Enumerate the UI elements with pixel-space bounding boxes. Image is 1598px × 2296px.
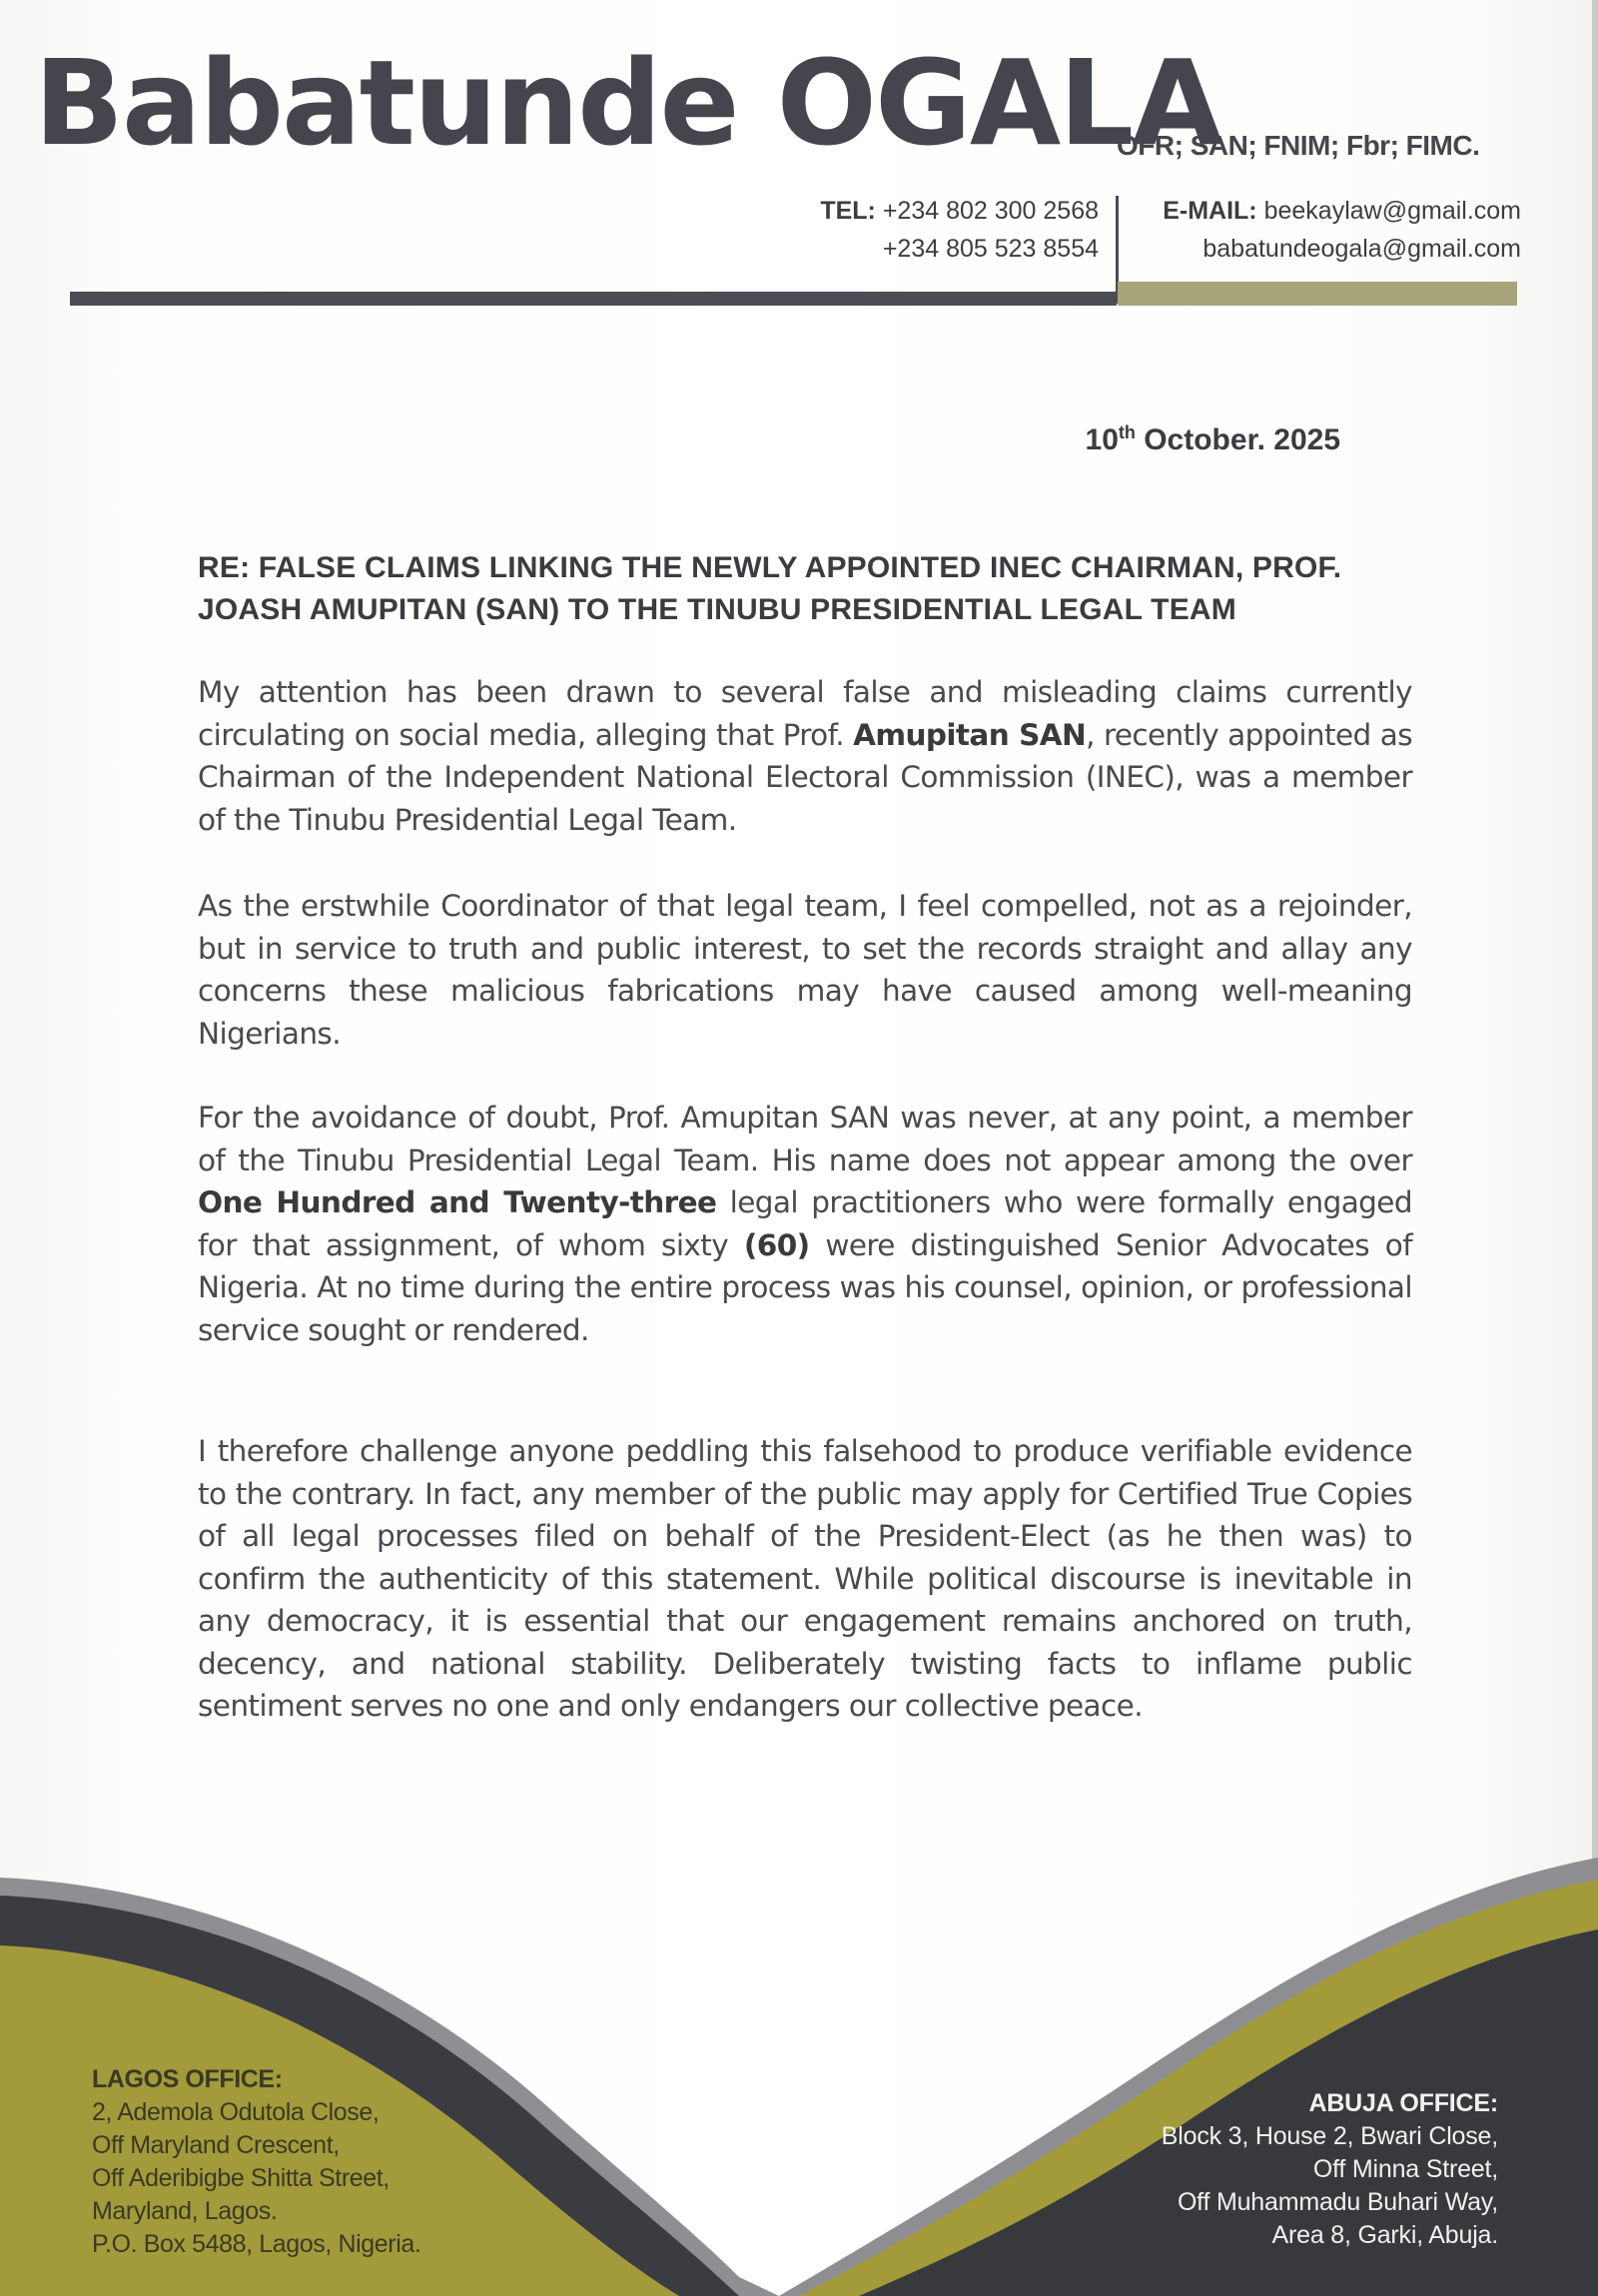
email-1: beekaylaw@gmail.com xyxy=(1263,197,1521,225)
lagos-address-line: 2, Ademola Odutola Close, xyxy=(92,2098,380,2126)
abuja-address-line: Off Minna Street, xyxy=(1312,2155,1498,2183)
paragraph-3-text-b: legal practitioners who were formally engaged for that assignment, of whom sixty xyxy=(198,1185,1412,1262)
header-rule-charcoal xyxy=(70,292,1117,306)
lagos-address-line: Off Aderibigbe Shitta Street, xyxy=(92,2164,390,2192)
letterhead-titles: OFR; SAN; FNIM; Fbr; FIMC. xyxy=(1117,130,1480,161)
subject-line-2: JOASH AMUPITAN (SAN) TO THE TINUBU PRESIDENTIAL LEGAL TEAM xyxy=(198,593,1236,626)
letter-date xyxy=(1086,422,1340,457)
abuja-address-line: Area 8, Garki, Abuja. xyxy=(1271,2221,1498,2249)
date-day: 10 xyxy=(1085,423,1119,456)
letterhead-name: Babatunde OGALA xyxy=(34,34,1221,172)
lagos-address-line: Maryland, Lagos. xyxy=(92,2197,278,2225)
tel-label: TEL: xyxy=(820,197,876,225)
paragraph-1-bold: Amupitan SAN xyxy=(853,717,1087,752)
paragraph-3-bold-number: (60) xyxy=(743,1227,810,1262)
paragraph-4: I therefore challenge anyone peddling this falsehood to produce verifiable evidence to the contrary. In fact, any member of the public may apply for Certified True Copies of all legal processes filed on behalf of the President-Elect (as he then was) to confirm the authenticity of this statement. While political discourse is inevitable in any democracy, it is essential that our engagement remains anchored on truth, decency, and national stability. Deliberately twisting facts to inflame public sentiment serves no one and only endangers our collective peace. xyxy=(198,1434,1412,1723)
paragraph-3-text-c: were distinguished Senior Advocates of Nigeria. At no time during the entire process was his counsel, opinion, or professional service sought or rendered. xyxy=(198,1227,1412,1347)
lagos-address-line: P.O. Box 5488, Lagos, Nigeria. xyxy=(92,2230,421,2258)
paragraph-3-bold-count: One Hundred and Twenty-three xyxy=(198,1185,717,1219)
telephone-block xyxy=(820,192,1099,268)
date-rest: October. 2025 xyxy=(1135,423,1340,456)
letter-subject xyxy=(198,547,1426,631)
abuja-office-address xyxy=(1162,2087,1498,2252)
subject-line-1: RE: FALSE CLAIMS LINKING THE NEWLY APPOINTED INEC CHAIRMAN, PROF. xyxy=(198,551,1342,584)
header-rule-gold xyxy=(1118,282,1517,306)
email-label: E-MAIL: xyxy=(1163,197,1257,225)
tel-number-2: +234 805 523 8554 xyxy=(882,235,1099,263)
paragraph-3 xyxy=(198,1097,1412,1351)
paragraph-1-text-b: , recently appointed as Chairman of the Independent National Electoral Commission (INEC), was a member of the Tinubu Presidential Legal Team. xyxy=(198,717,1412,837)
paragraph-1 xyxy=(198,671,1412,841)
lagos-office-heading: LAGOS OFFICE: xyxy=(92,2065,283,2093)
email-2: babatundeogala@gmail.com xyxy=(1202,235,1521,263)
lagos-address-line: Off Maryland Crescent, xyxy=(92,2131,340,2159)
date-suffix: th xyxy=(1118,422,1136,442)
lagos-office-address xyxy=(92,2063,420,2261)
paragraph-3-text-a: For the avoidance of doubt, Prof. Amupitan SAN was never, at any point, a member of the Tinubu Presidential Legal Team. His name does not appear among the over xyxy=(198,1101,1412,1177)
tel-number-1: +234 802 300 2568 xyxy=(882,197,1099,225)
paragraph-2: As the erstwhile Coordinator of that legal team, I feel compelled, not as a rejoinder, but in service to truth and public interest, to set the records straight and allay any concerns these malicious fabrications may have caused among well-meaning Nigerians. xyxy=(198,889,1412,1051)
abuja-address-line: Off Muhammadu Buhari Way, xyxy=(1177,2188,1498,2216)
email-block xyxy=(1125,192,1521,268)
abuja-office-heading: ABUJA OFFICE: xyxy=(1308,2089,1498,2117)
paragraph-1-text-a: My attention has been drawn to several false and misleading claims currently circulating on social media, alleging that Prof. xyxy=(198,675,1412,752)
abuja-address-line: Block 3, House 2, Bwari Close, xyxy=(1161,2122,1498,2150)
